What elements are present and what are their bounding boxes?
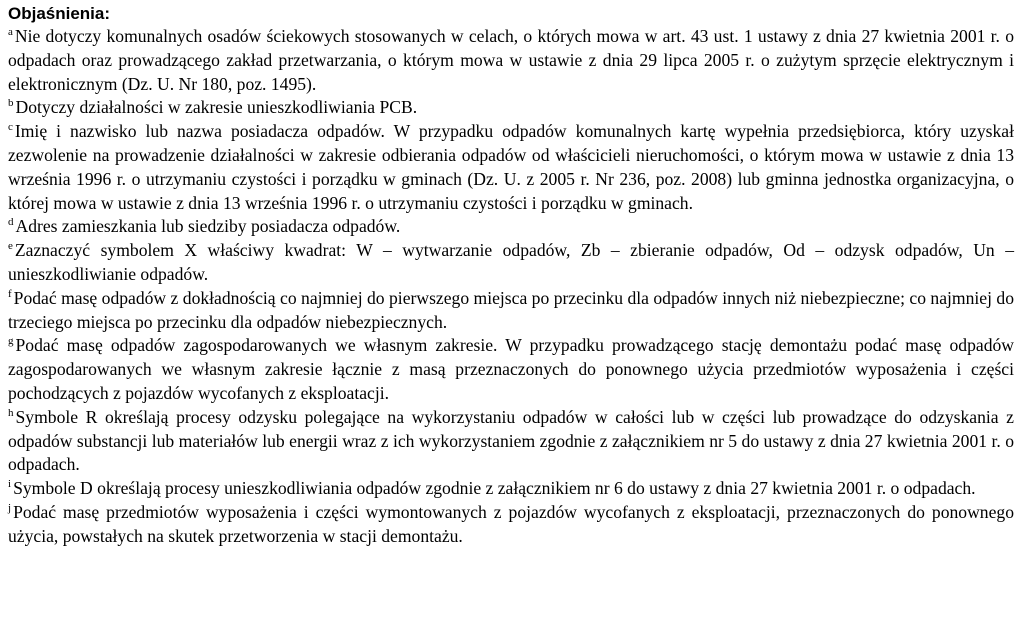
footnote-marker: a — [8, 26, 13, 38]
footnote-a — [8, 25, 1014, 96]
footnote-j — [8, 501, 1014, 549]
footnote-b — [8, 96, 1014, 120]
explanations-section — [8, 2, 1014, 549]
footnote-marker: h — [8, 406, 14, 419]
footnote-text: Symbole D określają procesy unieszkodliwiania odpadów zgodnie z załącznikiem nr 6 do ustawy z dnia 27 kwietnia 2001 r. o odpadach. — [13, 478, 976, 499]
footnote-text: Dotyczy działalności w zakresie unieszkodliwiania PCB. — [15, 97, 418, 118]
footnote-h — [8, 406, 1014, 477]
footnote-text: Zaznaczyć symbolem X właściwy kwadrat: W – wytwarzanie odpadów, Zb – zbieranie odpadów, Od – odzysk odpadów, Un – unieszkodliwianie odpadów. — [8, 240, 1014, 284]
footnote-marker: j — [8, 501, 12, 514]
explanations-heading: Objaśnienia: — [8, 4, 111, 23]
footnote-text: Imię i nazwisko lub nazwa posiadacza odpadów. W przypadku odpadów komunalnych kartę wypełnia przedsiębiorca, który uzyskał zezwolenie na prowadzenie działalności w zakresie odbierania odpadów od właścicieli nieruchomości, o którym mowa w ustawie z dnia 13 września 1996 r. o utrzymaniu czystości i porządku w gminach (Dz. U. z 2005 r. Nr 236, poz. 2008) lub gminna jednostka organizacyjna, o której mowa w ustawie z dnia 13 września 1996 r. o utrzymaniu czystości i porządku w gminach. — [8, 121, 1014, 213]
footnote-marker: i — [8, 478, 12, 491]
footnote-marker: g — [8, 335, 14, 348]
footnote-text: Adres zamieszkania lub siedziby posiadacza odpadów. — [15, 216, 401, 237]
footnote-i — [8, 477, 1014, 501]
footnote-marker: f — [8, 287, 12, 300]
footnote-text: Podać masę odpadów zagospodarowanych we własnym zakresie. W przypadku prowadzącego stację demontażu podać masę odpadów zagospodarowanych we własnym zakresie łącznie z masą przeznaczonych do ponownego użycia przedmiotów wyposażenia i części pochodzących z pojazdów wycofanych z eksploatacji. — [8, 335, 1014, 403]
footnote-d — [8, 215, 1014, 239]
footnote-text: Nie dotyczy komunalnych osadów ściekowych stosowanych w celach, o których mowa w art. 43 ust. 1 ustawy z dnia 27 kwietnia 2001 r. o odpadach oraz prowadzącego zakład przetwarzania, o którym mowa w ustawie z dnia 29 lipca 2005 r. o zużytym sprzęcie elektrycznym i elektronicznym (Dz. U. Nr 180, poz. 1495). — [8, 26, 1014, 94]
footnote-text: Podać masę odpadów z dokładnością co najmniej do pierwszego miejsca po przecinku dla odpadów innych niż niebezpieczne; co najmniej do trzeciego miejsca po przecinku dla odpadów niebezpiecznych. — [8, 287, 1014, 332]
footnote-e — [8, 239, 1014, 287]
footnote-marker: e — [8, 240, 13, 253]
footnote-text: Podać masę przedmiotów wyposażenia i części wymontowanych z pojazdów wycofanych z eksploatacji, przeznaczonych do ponownego użycia, powstałych na skutek przetworzenia w stacji demontażu. — [8, 501, 1014, 546]
footnote-f — [8, 287, 1014, 335]
footnote-g — [8, 334, 1014, 405]
footnote-marker: d — [8, 216, 14, 229]
footnote-c — [8, 120, 1014, 215]
footnote-marker: c — [8, 121, 13, 134]
footnote-text: Symbole R określają procesy odzysku polegające na wykorzystaniu odpadów w całości lub w części lub prowadzące do odzyskania z odpadów substancji lub materiałów lub energii wraz z ich wykorzystaniem zgodnie z załącznikiem nr 5 do ustawy z dnia 27 kwietnia 2001 r. o odpadach. — [8, 406, 1014, 475]
footnote-marker: b — [8, 97, 14, 110]
